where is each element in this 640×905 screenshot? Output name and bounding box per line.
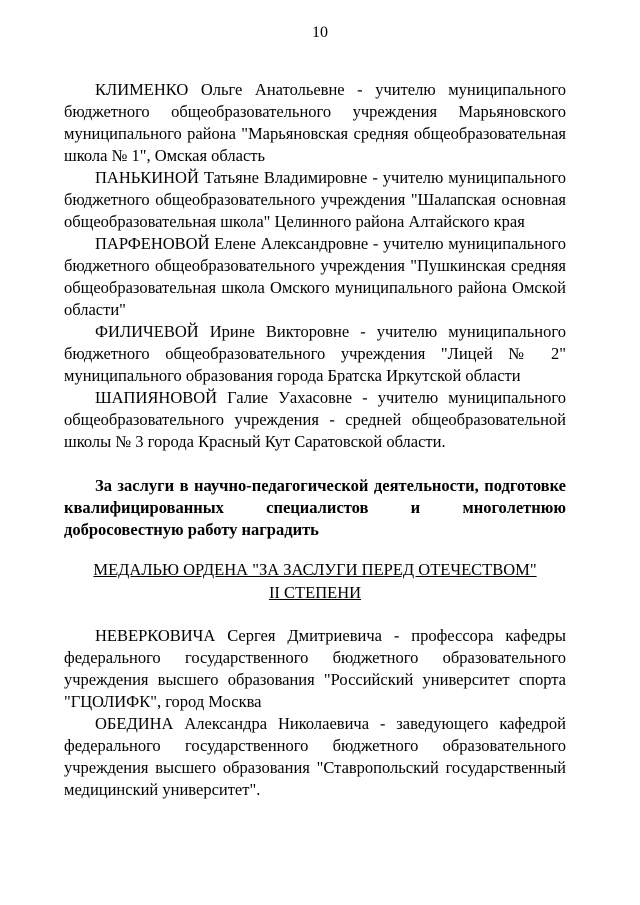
medal-order-heading xyxy=(64,558,566,604)
award-paragraph-shapiyanova: ШАПИЯНОВОЙ Галие Уахасовне - учителю муниципального общеобразовательного учреждения - средней общеобразовательной школы № 3 города Красный Кут Саратовской области. xyxy=(64,388,566,451)
award-paragraph-filicheva: ФИЛИЧЕВОЙ Ирине Викторовне - учителю муниципального бюджетного общеобразовательного учреждения "Лицей № 2" муниципального образования города Братска Иркутской области xyxy=(64,322,566,385)
medal-paragraph-obedin: ОБЕДИНА Александра Николаевича - заведующего кафедрой федерального государственного бюджетного образовательного учреждения высшего образования "Ставропольский государственный медицинский университет". xyxy=(64,714,566,799)
document-body xyxy=(64,79,566,801)
medal-order-heading-title: МЕДАЛЬЮ ОРДЕНА "ЗА ЗАСЛУГИ ПЕРЕД ОТЕЧЕСТВОМ" xyxy=(93,560,537,579)
page-number: 10 xyxy=(312,24,328,41)
award-paragraph-parfenova: ПАРФЕНОВОЙ Елене Александровне - учителю муниципального бюджетного общеобразовательного учреждения "Пушкинская средняя общеобразовательная школа Омского муниципального района Омской области" xyxy=(64,234,566,319)
medal-paragraph-neverkovich: НЕВЕРКОВИЧА Сергея Дмитриевича - профессора кафедры федерального государственного бюджетного образовательного учреждения высшего образования "Российский университет спорта "ГЦОЛИФК", город Москва xyxy=(64,626,566,711)
award-paragraph-klimenko: КЛИМЕНКО Ольге Анатольевне - учителю муниципального бюджетного общеобразовательного учреждения Марьяновского муниципального района "Марьяновская средняя общеобразовательная школа № 1", Омская область xyxy=(64,80,566,165)
medal-order-heading-degree: II СТЕПЕНИ xyxy=(268,583,362,602)
merit-statement: За заслуги в научно-педагогической деятельности, подготовке квалифицированных специалистов и многолетнюю добросовестную работу наградить xyxy=(64,476,566,539)
award-paragraph-pankina: ПАНЬКИНОЙ Татьяне Владимировне - учителю муниципального бюджетного общеобразовательного учреждения "Шалапская основная общеобразовательная школа" Целинного района Алтайского края xyxy=(64,168,566,231)
